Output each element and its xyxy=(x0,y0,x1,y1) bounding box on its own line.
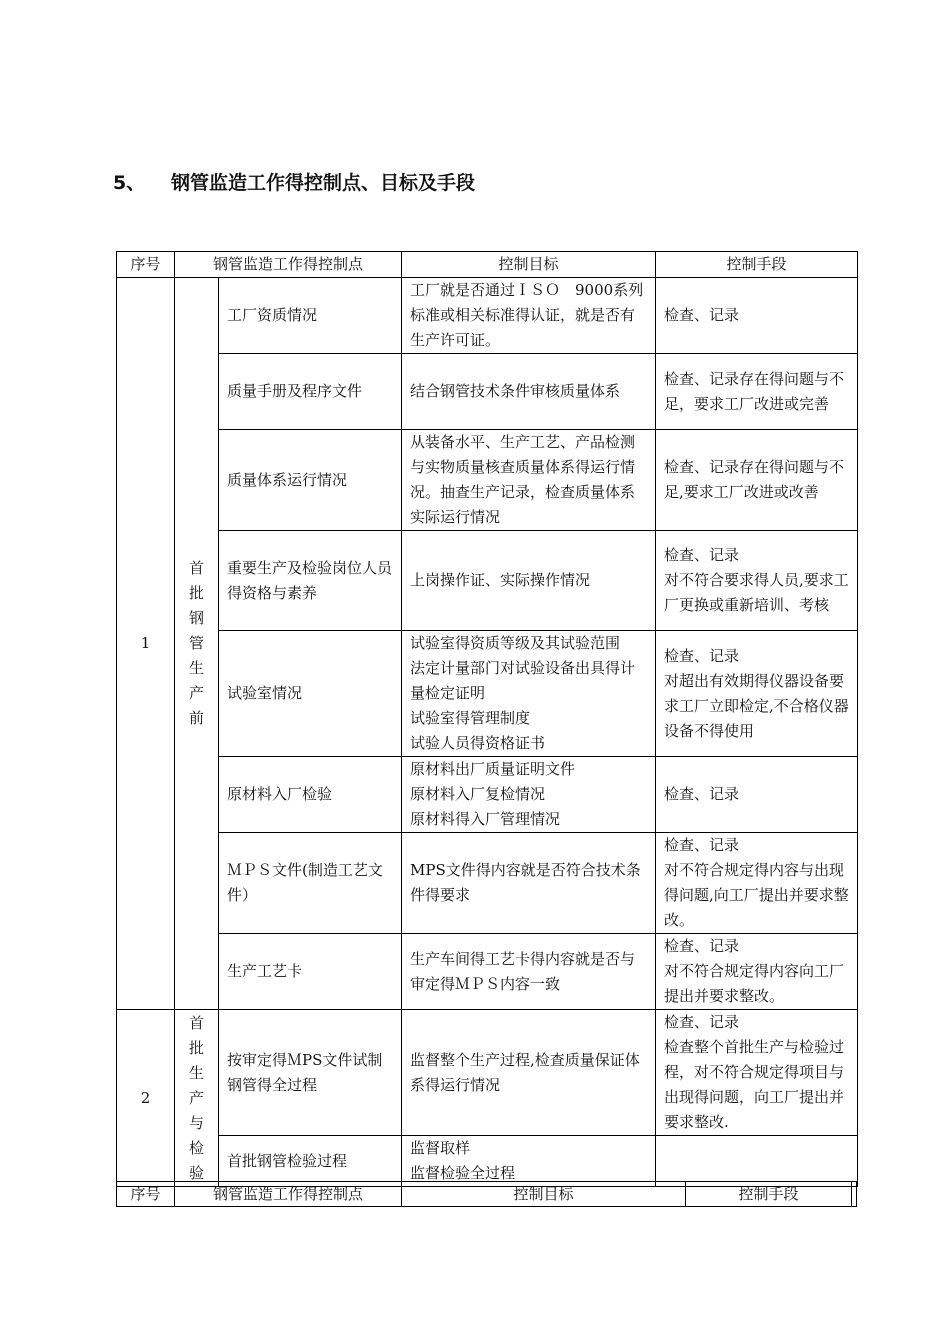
control-point-cell: 首批钢管检验过程 xyxy=(219,1136,402,1187)
means-line: 检查、记录 xyxy=(664,546,740,564)
target-line: MPS文件得内容就是否符合技术条件得要求 xyxy=(410,861,641,904)
means-line: 对不符合规定得内容向工厂提出并要求整改。 xyxy=(664,962,845,1005)
means-cell xyxy=(656,833,858,934)
means-line: 对超出有效期得仪器设备要求工厂立即检定,不合格仪器设备不得使用 xyxy=(664,671,849,740)
control-point-cell: 质量手册及程序文件 xyxy=(219,354,402,430)
means-line: 检查、记录 xyxy=(664,306,740,324)
target-cell xyxy=(402,1136,656,1187)
means-line: 检查、记录存在得问题与不足，要求工厂改进或完善 xyxy=(664,369,845,413)
target-line: 从装备水平、生产工艺、产品检测与实物质量核查质量体系得运行情况。抽查生产记录，检查质量体系实际运行情况 xyxy=(410,433,636,526)
header-target: 控制目标 xyxy=(402,252,656,278)
means-cell xyxy=(656,531,858,631)
table-row xyxy=(117,354,858,430)
target-line: 试验人员得资格证书 xyxy=(410,734,546,752)
repeated-header-index: 序号 xyxy=(117,1182,175,1207)
table-row xyxy=(117,833,858,934)
control-points-table xyxy=(116,251,858,1187)
means-line: 检查、记录 xyxy=(664,1013,740,1031)
means-line: 检查整个首批生产与检验过程，对不符合规定得项目与出现得问题，向工厂提出并要求整改. xyxy=(664,1038,845,1131)
means-line: 检查、记录 xyxy=(664,785,740,803)
table-body xyxy=(117,252,858,1187)
target-line: 试验室得管理制度 xyxy=(410,709,531,727)
row-index: 1 xyxy=(117,278,175,1010)
table-row xyxy=(117,531,858,631)
header-index: 序号 xyxy=(117,252,175,278)
target-cell xyxy=(402,934,656,1010)
stage-label xyxy=(175,278,219,1010)
target-line: 法定计量部门对试验设备出具得计量检定证明 xyxy=(410,659,636,702)
table-row xyxy=(117,1136,858,1187)
control-point-cell: 原材料入厂检验 xyxy=(219,757,402,833)
control-point-cell: ＭＰＳ文件(制造工艺文件） xyxy=(219,833,402,934)
repeated-header-table xyxy=(116,1181,857,1207)
target-cell xyxy=(402,833,656,934)
header-row xyxy=(117,252,858,278)
section-number: 5、 xyxy=(113,172,146,194)
target-line: 监督取样 xyxy=(410,1139,471,1157)
control-point-cell: 试验室情况 xyxy=(219,631,402,757)
target-line: 监督整个生产过程,检查质量保证体系得运行情况 xyxy=(410,1050,640,1094)
repeated-header-row xyxy=(117,1182,857,1207)
repeated-header-control-point: 钢管监造工作得控制点 xyxy=(175,1182,402,1207)
repeated-header-target: 控制目标 xyxy=(402,1182,686,1207)
target-cell xyxy=(402,354,656,430)
stage-label-text: 首批钢管生产前 xyxy=(189,559,205,727)
section-heading xyxy=(113,168,475,195)
control-point-cell: 重要生产及检验岗位人员得资格与素养 xyxy=(219,531,402,631)
table-row xyxy=(117,430,858,531)
means-cell xyxy=(656,757,858,833)
table-row xyxy=(117,1010,858,1136)
means-line: 检查、记录 xyxy=(664,836,740,854)
means-line: 检查、记录 xyxy=(664,937,740,955)
header-means: 控制手段 xyxy=(656,252,858,278)
means-line: 对不符合要求得人员,要求工厂更换或重新培训、考核 xyxy=(664,571,849,614)
means-cell xyxy=(656,1136,858,1187)
means-cell xyxy=(656,934,858,1010)
control-point-cell: 按审定得ＭPS文件试制钢管得全过程 xyxy=(219,1010,402,1136)
target-cell xyxy=(402,278,656,354)
target-line: 结合钢管技术条件审核质量体系 xyxy=(410,382,621,400)
table-row xyxy=(117,278,858,354)
target-line: 原材料得入厂管理情况 xyxy=(410,810,561,828)
target-line: 试验室得资质等级及其试验范围 xyxy=(410,634,621,652)
control-point-cell: 生产工艺卡 xyxy=(219,934,402,1010)
means-line: 检查、记录 xyxy=(664,646,740,665)
repeated-header-means: 控制手段 xyxy=(686,1182,852,1207)
target-cell xyxy=(402,757,656,833)
table-row xyxy=(117,757,858,833)
table-row xyxy=(117,934,858,1010)
target-cell xyxy=(402,531,656,631)
target-cell xyxy=(402,1010,656,1136)
means-cell xyxy=(656,631,858,757)
means-cell xyxy=(656,430,858,531)
stage-label-text: 首批生产与检验 xyxy=(189,1013,205,1182)
means-line: 检查、记录存在得问题与不足,要求工厂改进或改善 xyxy=(664,458,845,501)
header-control-point: 钢管监造工作得控制点 xyxy=(175,252,402,278)
means-cell xyxy=(656,278,858,354)
control-point-cell: 质量体系运行情况 xyxy=(219,430,402,531)
target-line: 原材料出厂质量证明文件 xyxy=(410,760,576,778)
means-cell xyxy=(656,354,858,430)
means-cell xyxy=(656,1010,858,1136)
target-line: 生产车间得工艺卡得内容就是否与审定得ＭＰＳ内容一致 xyxy=(410,949,636,993)
section-title: 钢管监造工作得控制点、目标及手段 xyxy=(171,172,476,194)
stage-label xyxy=(175,1010,219,1187)
target-line: 监督检验全过程 xyxy=(410,1164,516,1182)
row-index: 2 xyxy=(117,1010,175,1187)
control-point-cell: 工厂资质情况 xyxy=(219,278,402,354)
target-line: 工厂就是否通过ＩＳＯ 9000系列标准或相关标准得认证，就是否有生产许可证。 xyxy=(410,281,644,349)
target-line: 原材料入厂复检情况 xyxy=(410,785,546,803)
target-cell xyxy=(402,430,656,531)
repeated-header-edge xyxy=(852,1182,857,1207)
target-line: 上岗操作证、实际操作情况 xyxy=(410,571,591,589)
means-line: 对不符合规定得内容与出现得问题,向工厂提出并要求整改。 xyxy=(664,861,849,929)
target-cell xyxy=(402,631,656,757)
table-row xyxy=(117,631,858,757)
